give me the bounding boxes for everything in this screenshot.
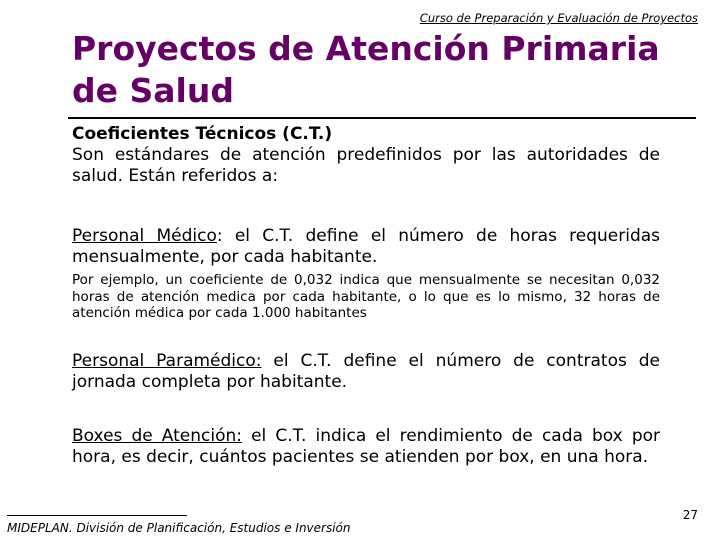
page-number: 27 bbox=[682, 508, 698, 522]
slide-title bbox=[72, 28, 702, 112]
title-line-2: de Salud bbox=[72, 71, 234, 110]
footer-divider bbox=[7, 515, 187, 516]
medical-staff-separator: : bbox=[216, 226, 223, 246]
medical-staff-text: el C.T. define el número de horas requeridas mensualmente, por cada habitante. bbox=[72, 226, 661, 267]
paramedical-staff-label: Personal Paramédico: bbox=[72, 351, 262, 371]
care-boxes-item bbox=[72, 426, 660, 468]
title-divider bbox=[68, 117, 696, 119]
section-intro: Son estándares de atención predefinidos por las autoridades de salud. Están referidos a: bbox=[72, 145, 660, 186]
paramedical-staff-text: el C.T. define el número de contratos de jornada completa por habitante. bbox=[72, 351, 660, 392]
coefficients-section bbox=[72, 124, 660, 187]
title-line-1: Proyectos de Atención Primaria bbox=[72, 29, 660, 68]
paramedical-staff-item bbox=[72, 351, 660, 393]
medical-staff-item bbox=[72, 226, 660, 268]
example-paragraph: Por ejemplo, un coeficiente de 0,032 indica que mensualmente se necesitan 0,032 horas de atención medica por cada habitante, o lo que es lo mismo, 32 horas de atención médica por cada 1.000 habitantes bbox=[72, 272, 660, 321]
footer-organization: MIDEPLAN. División de Planificación, Estudios e Inversión bbox=[7, 521, 351, 535]
course-header: Curso de Preparación y Evaluación de Proyectos bbox=[419, 11, 698, 25]
care-boxes-label: Boxes de Atención: bbox=[72, 426, 243, 446]
medical-staff-label: Personal Médico bbox=[72, 226, 217, 246]
care-boxes-text: el C.T. indica el rendimiento de cada box por hora, es decir, cuántos pacientes se atienden por box, en una hora. bbox=[72, 426, 660, 467]
section-heading: Coeficientes Técnicos (C.T.) bbox=[72, 124, 333, 144]
